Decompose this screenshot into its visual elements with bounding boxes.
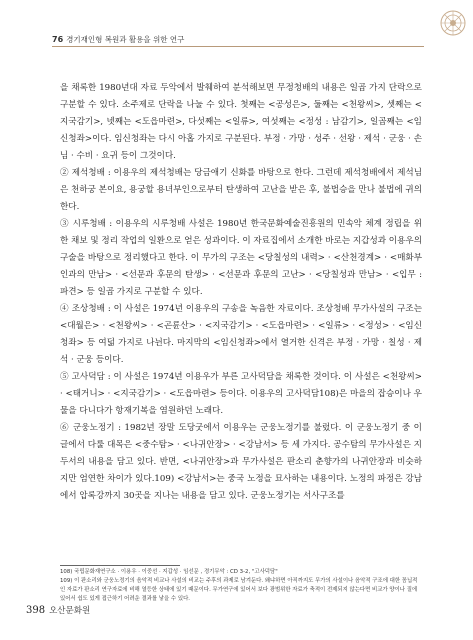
footnotes bbox=[60, 568, 422, 604]
corner-ornament-icon bbox=[438, 8, 468, 38]
header-page-number: 76 bbox=[52, 34, 64, 44]
header-divider bbox=[52, 46, 424, 47]
paragraph-5: ⑤ 고사덕담 : 이 사설은 1974년 이용우가 부른 고사덕담을 채록한 것이다. 이 사설은 <천왕씨> · <태거니> · <지국감기> · <도읍마련> 등이다. 이용우의 고사덕담108)은 마을의 잡승이나 우물을 다니다가 항재기복을 염원하던 노래다. bbox=[60, 372, 422, 416]
paragraph-4: ④ 조상청배 : 이 사설은 1974년 이용우의 구송을 녹음한 자료이다. 조상청배 무가사설의 구조는 <대월은> · <천왕씨> · <곤륜산> · <지국감기> · <도읍마련> · <일류> · <정성> · <임신청좌> 등 여덟 가지로 나뉜다. 마지막의 <임신청좌>에서 열거한 신격은 부정 · 가망 · 칠성 · 제석 · 군웅 등이다. bbox=[60, 304, 422, 365]
footer-page-number: 398 bbox=[26, 605, 46, 616]
footnote-109: 109) 이 판소리와 군웅노정기의 음악적 비교나 사설의 비교는 주후의 과제로 남겨둔다. 왜냐하면 아직까지도 무가의 사설이나 음악적 구조에 대한 꼼닙적인 자료가 판소리 연구자료에 비해 열등한 상태에 있기 때문이다. 무가연구에 있어서 보다 광범위한 자료가 축적이 전제되지 않는다면 비교가 양이나 질에 있어서 쉽도 있게 접근하기 어려운 결과를 낳을 수 있다. bbox=[60, 578, 418, 602]
paragraph-3: ③ 시루청배 : 이용우의 시루청배 사설은 1980년 한국문화예술진흥원의 민속악 체계 정립을 위한 채보 및 정리 작업의 일환으로 얻은 성과이다. 이 자료집에서 소개한 바로는 지갑성과 이용우의 구술을 바탕으로 정리했다고 한다. 이 무가의 구조는 <당칠성의 내력> · <산천경계> · <매화부인과의 만남> · <선문과 후문의 탄생> · <선문과 후문의 고난> · <당칠성과 만남> · <입무 : 파견> 등 일곱 가지로 구분할 수 있다. bbox=[60, 219, 423, 297]
footnote-108: 108) 국립문화재연구소 · 이용우 · 이중선 · 지갑성 · 임선문 , 경기무악 : CD 3-2, "고사덕담" bbox=[60, 569, 278, 575]
body-text bbox=[60, 80, 422, 505]
paragraph-1: 을 채록한 1980년대 자료 두악에서 발췌하여 분석해보면 무정청배의 내용은 일곱 가지 단락으로 구분할 수 있다. 소주제로 단락을 나눌 수 있다. 첫째는 <공성은>, 둘째는 <천왕씨>, 셋째는 <지국감기>, 넷째는 <도읍마련>, 다섯째는 <일류>, 여섯째는 <정성 : 남감기>, 일곱째는 <임신청좌>이다. 임신청좌는 다시 아홉 가지로 구분된다. 부정 · 가망 · 성주 · 선왕 · 제석 · 군웅 · 손님 · 수비 · 요귀 등이 그것이다. bbox=[60, 83, 422, 161]
footnote-divider bbox=[60, 565, 180, 566]
paragraph-6: ⑥ 군웅노정기 : 1982년 장말 도당굿에서 이용우는 군웅노정기를 불렀다. 이 군웅노정기 중 이 글에서 다룰 대목은 <중수탐> · <나귀안장> · <강남서> 등 세 가지다. 공수탐의 무가사설은 지두서의 내용을 담고 있다. 반면, <나귀안장>과 무가사설은 판소리 춘향가의 나귀안장과 비슷하지만 엄연한 차이가 있다.109) <강남서>는 중국 노정을 묘사하는 내용이다. 노정의 파정은 강남에서 압록강까지 30곳을 지나는 내용을 담고 있다. 군웅노정기는 서사구조를 bbox=[60, 423, 422, 501]
paragraph-2: ② 제석청배 : 이용우의 제석청배는 당금애기 신화를 바탕으로 한다. 그런데 제석청배에서 제석님은 천하궁 본이요, 용궁할 용녀부인으로부터 탄생하여 고난을 받은 후, 불법승을 만나 불법에 귀의한다. bbox=[60, 168, 423, 212]
footer-title: 오산문화원 bbox=[49, 606, 91, 616]
header-title: 경기재인형 복원과 활용을 위한 연구 bbox=[66, 34, 185, 44]
running-header bbox=[52, 32, 432, 46]
running-footer bbox=[26, 604, 90, 618]
